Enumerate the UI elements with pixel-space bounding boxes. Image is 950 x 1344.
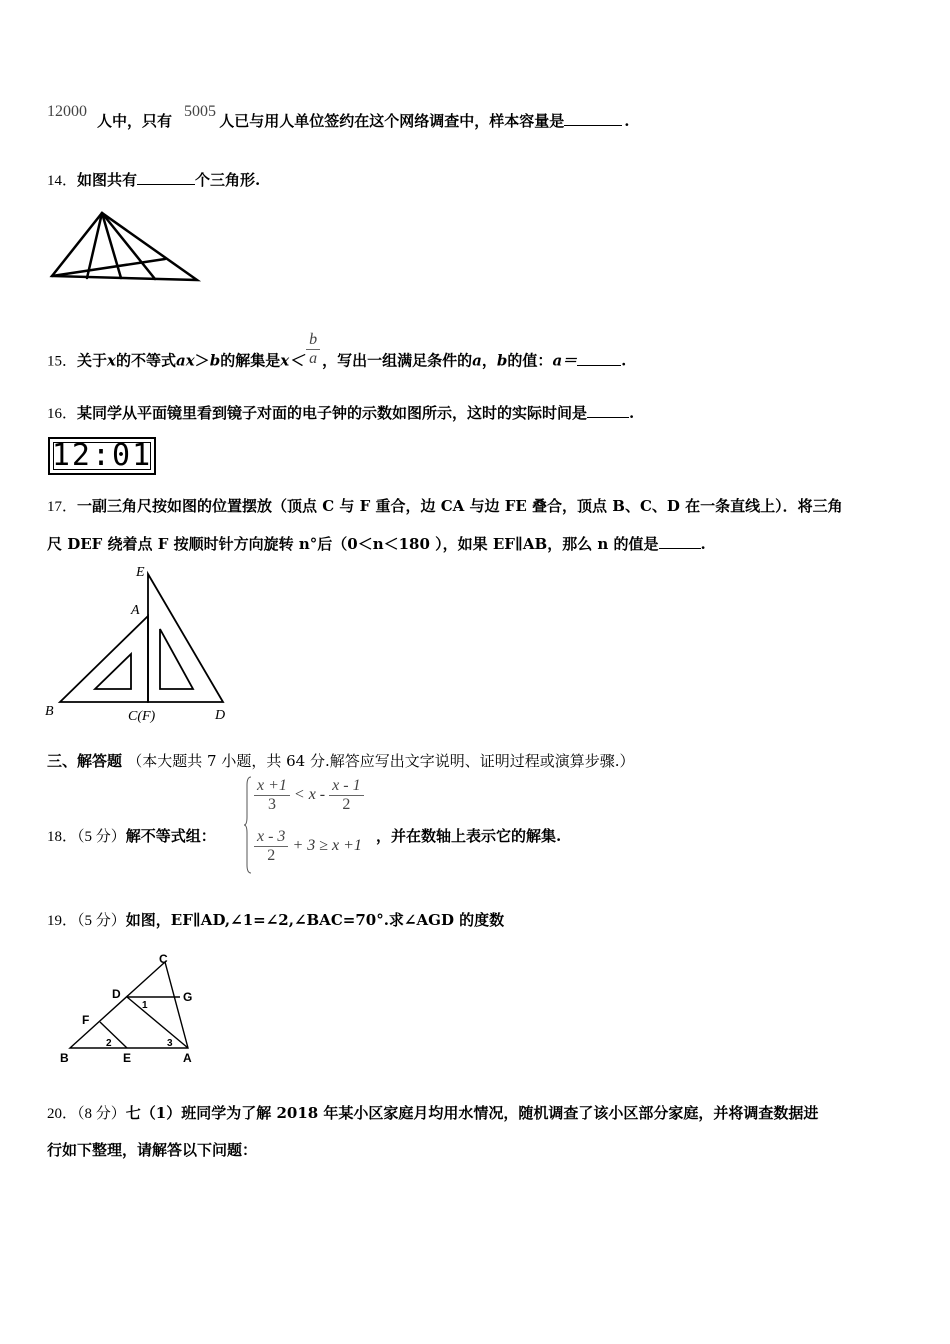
q13-number-b: 5005 [184,103,216,120]
q18-inequality-system [244,775,376,875]
q19-label-C: C [159,952,168,966]
q16-answer-blank [587,402,629,418]
q20-score: （8 分） [77,1106,126,1122]
q15-text-c: 的解集是 [220,351,281,370]
q15-text-a: 关于 [77,351,108,370]
q19-label-A: A [183,1051,192,1065]
q15-a-eq: a＝ [552,351,578,370]
q15-end: . [621,351,627,370]
q18-ineq2-rest: + 3 ≥ x +1 [292,837,362,855]
q18-ineq2-num1: x - 3 [254,828,288,847]
q15-text-e: 的值： [507,351,553,370]
q17-answer-blank [659,533,701,549]
q18-system-brace [244,775,252,875]
q19-angle-3: 3 [167,1038,173,1049]
q18-ineq1-num2: x - 1 [329,777,363,796]
q19-label-B: B [60,1051,69,1065]
q18-ineq1-num1: x +1 [254,777,290,796]
q15-gt: ＞ [194,351,210,370]
q19-text: 如图，EF∥AD,∠1=∠2,∠BAC=70°.求∠AGD 的度数 [125,911,505,929]
q15-text-b: 的不等式 [115,351,176,370]
q13-text-b: 人已与用人单位签约在这个网络调查中，样本容量是 [219,112,565,130]
q13-number-a: 12000 [47,103,87,120]
q19-label-G: G [183,990,193,1004]
q17-line-2 [47,533,706,554]
q19-label-D: D [112,987,121,1001]
q19-number: 19． [47,913,78,929]
q19-angle-1: 1 [142,1000,148,1011]
q20-number: 20． [47,1106,78,1122]
q19-angle-2: 2 [106,1038,112,1049]
q17-label-A: A [131,603,140,618]
q18-score: （5 分） [77,829,126,845]
q18-ineq1-den1: 3 [267,796,276,813]
q15-b2: b [496,351,508,370]
q13-text-a: 人中，只有 [97,112,173,130]
q14-text-a: 如图共有 [77,171,138,189]
q20-text-1: 七（1）班同学为了解 2018 年某小区家庭月均用水情况，随机调查了该小区部分家庭，并将调查数据进 [125,1104,819,1122]
q16-line [47,402,634,424]
section3-header [47,751,635,771]
q18-ineq1-den2: 2 [342,796,351,813]
q18-number: 18． [47,829,78,845]
q14-triangle-figure [50,210,200,285]
q17-text-1: 一副三角尺按如图的位置摆放（顶点 C 与 F 重合，边 CA 与边 FE 叠合，顶点 B、C、D 在一条直线上）．将三角 [77,497,843,515]
q16-clock-display [48,437,156,475]
q17-label-B: B [45,704,54,719]
q18-ineq1-op: < x - [293,786,326,804]
q15-frac-numerator: b [306,331,320,350]
q18-text-b-line [376,826,561,846]
q14-line [47,169,260,191]
q13-answer-blank [564,110,622,126]
q20-line-1 [47,1103,818,1124]
q18-text-b: ，并在数轴上表示它的解集. [376,827,562,845]
q16-end: . [629,404,635,422]
q15-b: b [209,351,221,370]
q18-inequality-2 [254,828,362,865]
q16-number: 16． [47,406,78,422]
q19-label-F: F [82,1013,90,1027]
q17-line-1 [47,496,843,517]
q13-end: . [624,112,630,130]
q15-text-d: ，写出一组满足条件的 [322,351,473,370]
q15-fraction [306,331,320,368]
q13-line [47,103,630,131]
q15-comma: ， [481,351,497,370]
q14-text-b: 个三角形. [195,171,261,189]
section3-title: 三、解答题 [47,752,123,770]
q17-label-CF: C(F) [128,709,156,724]
q17-number: 17． [47,499,78,515]
q15-a: a [472,351,482,370]
q17-set-squares-figure [40,560,240,725]
q16-text: 某同学从平面镜里看到镜子对面的电子钟的示数如图所示，这时的实际时间是 [77,404,588,422]
q18-ineq2-den1: 2 [267,847,276,864]
q20-text-2: 行如下整理，请解答以下问题： [47,1141,258,1159]
q15-ax: ax [176,351,195,370]
q14-answer-blank [137,169,195,185]
q15-x-lt: x＜ [280,351,305,370]
q15-line [47,331,627,380]
q19-label-E: E [123,1051,132,1065]
section3-desc: （本大题共 7 小题，共 64 分.解答应写出文字说明、证明过程或演算步骤.） [127,752,635,770]
q15-number: 15． [47,353,78,370]
q14-number: 14． [47,173,78,189]
q17-label-D: D [215,708,226,723]
q17-text-2: 尺 DEF 绕着点 F 按顺时针方向旋转 n°后（0＜n＜180 ），如果 EF∥AB，那么 n 的值是 [47,535,659,553]
q18-inequality-1 [254,777,364,814]
q20-line-2 [47,1140,257,1160]
q16-clock-digits: 12:01 [51,438,153,473]
q17-label-E: E [136,565,145,580]
q19-line [47,910,504,931]
q18-line [47,826,216,847]
q15-frac-denominator: a [309,350,318,367]
q17-end: . [700,535,706,553]
q18-text-a: 解不等式组： [125,827,216,845]
q15-answer-blank [577,350,621,366]
q19-score: （5 分） [77,913,126,929]
q19-triangle-figure [55,950,215,1070]
q15-var-x: x [107,351,116,370]
